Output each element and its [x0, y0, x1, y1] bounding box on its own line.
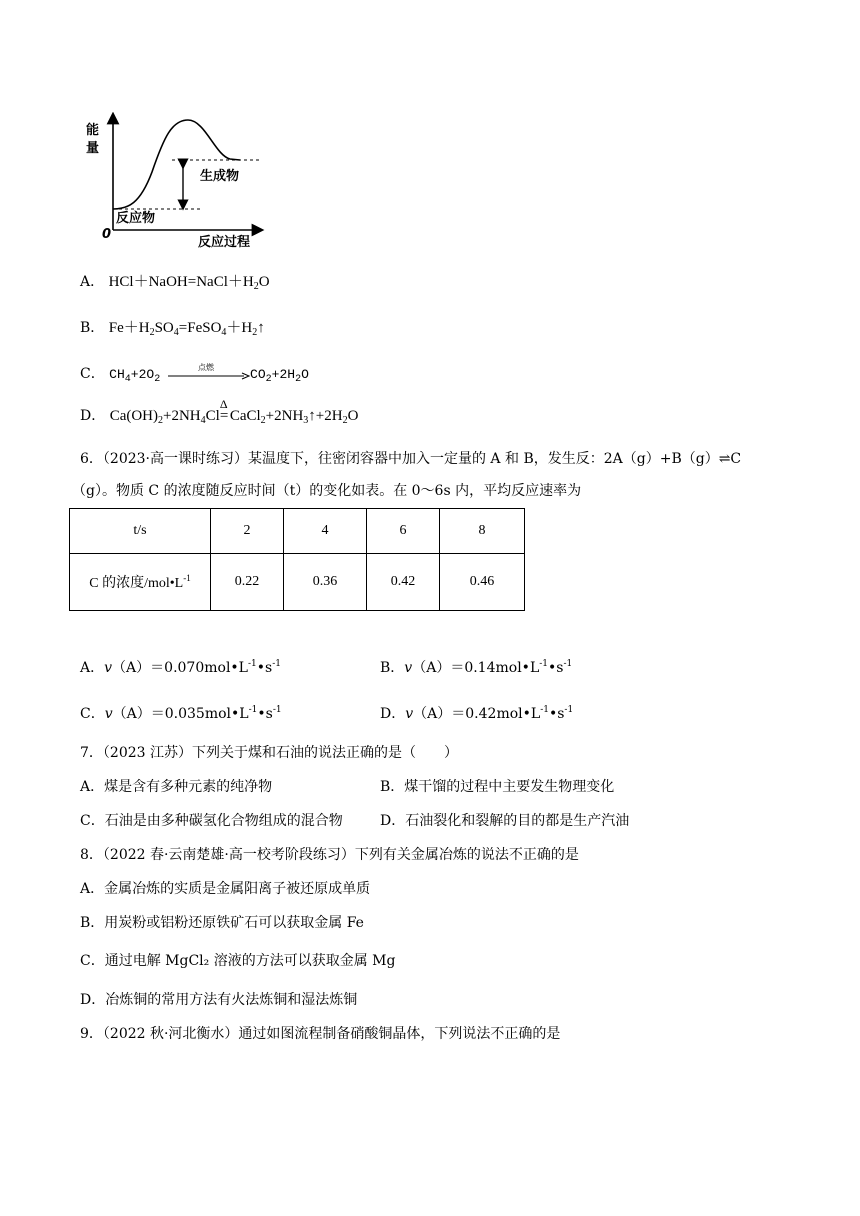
q8-stem: 8．（2022 春·云南楚雄·高一校考阶段练习）下列有关金属冶炼的说法不正确的是	[80, 847, 579, 863]
equation-b: $Fe+H_2SO_4=FeSO_4+H_2↑$	[108, 320, 265, 338]
q6-stem-line2: （g）。物质 C 的浓度随反应时间（t）的变化如表。在 0～6s 内，平均反应速率为	[72, 483, 582, 499]
heat-symbol: Δ	[219, 397, 228, 411]
option-label: D．	[80, 408, 106, 424]
equation-d: $Ca(OH)_2+2NH_4Cl$ Δ = $CaCl_2+2NH_3↑+2H_2O$	[110, 408, 359, 424]
equation-c: $CH_4+2O_2$ 点燃 $CO_2+2H_2O$	[109, 367, 309, 382]
table-row	[70, 509, 525, 554]
condition-label: 点燃	[198, 363, 215, 373]
table-header-cell: t/s	[70, 509, 211, 554]
table-cell: 0.22	[211, 554, 284, 611]
table-header-cell: 8	[440, 509, 525, 554]
q5-option-c	[80, 364, 309, 385]
table-header-cell: 4	[284, 509, 367, 554]
product-label: 生成物	[200, 169, 240, 184]
q7-option-d: D．石油裂化和裂解的目的都是生产汽油	[380, 813, 630, 829]
q5-option-a	[80, 272, 270, 292]
y-label-2: 量	[86, 141, 100, 156]
table-row-label: C 的浓度$/mol•L^{-1}$	[70, 554, 211, 611]
table-cell: 0.46	[440, 554, 525, 611]
q6-option-a: A．$v(A)=0.070mol•L^{-1}•s^{-1}$	[80, 659, 281, 676]
equation-a: $HCl+NaOH=NaCl+H_2O$	[108, 274, 270, 292]
origin-label: 0	[102, 227, 112, 242]
x-label: 反应过程	[198, 235, 251, 250]
q8-option-a: A．金属冶炼的实质是金属阳离子被还原成单质	[80, 881, 371, 897]
q6-stem-line1: 6．（2023·高一课时练习）某温度下，往密闭容器中加入一定量的 A 和 B，发生反：2A（g）+B（g）⇌C	[80, 451, 742, 467]
table-cell: 0.42	[367, 554, 440, 611]
q5-option-b	[80, 318, 265, 338]
q8-option-d: D．冶炼铜的常用方法有火法炼铜和湿法炼铜	[80, 992, 358, 1008]
q8-option-b: B．用炭粉或铝粉还原铁矿石可以获取金属 Fe	[80, 915, 364, 931]
table-cell: 0.36	[284, 554, 367, 611]
q9-stem: 9．（2022 秋·河北衡水）通过如图流程制备硝酸铜晶体，下列说法不正确的是	[80, 1026, 561, 1042]
q7-stem: 7．（2023 江苏）下列关于煤和石油的说法正确的是（ ）	[80, 745, 458, 761]
option-label: C．	[80, 366, 105, 382]
option-label: A．	[80, 274, 105, 290]
option-label: B．	[80, 320, 105, 336]
concentration-table	[69, 508, 525, 611]
q7-option-b: B．煤干馏的过程中主要发生物理变化	[380, 779, 615, 795]
energy-diagram	[80, 112, 270, 252]
q6-option-c: C．$v(A)=0.035mol•L^{-1}•s^{-1}$	[80, 705, 282, 722]
table-header-cell: 6	[367, 509, 440, 554]
q5-option-d	[80, 397, 359, 426]
table-header-cell: 2	[211, 509, 284, 554]
table-row	[70, 554, 525, 611]
q6-option-b: B．$v(A)=0.14mol•L^{-1}•s^{-1}$	[380, 659, 573, 676]
q6-option-d: D．$v(A)=0.42mol•L^{-1}•s^{-1}$	[380, 705, 574, 722]
q8-option-c: C．通过电解 MgCl₂ 溶液的方法可以获取金属 Mg	[80, 953, 396, 969]
energy-curve	[113, 120, 240, 209]
reactant-label: 反应物	[116, 211, 156, 226]
q7-option-c: C．石油是由多种碳氢化合物组成的混合物	[80, 813, 343, 829]
y-label-1: 能	[86, 123, 100, 138]
q7-option-a: A．煤是含有多种元素的纯净物	[80, 779, 273, 795]
